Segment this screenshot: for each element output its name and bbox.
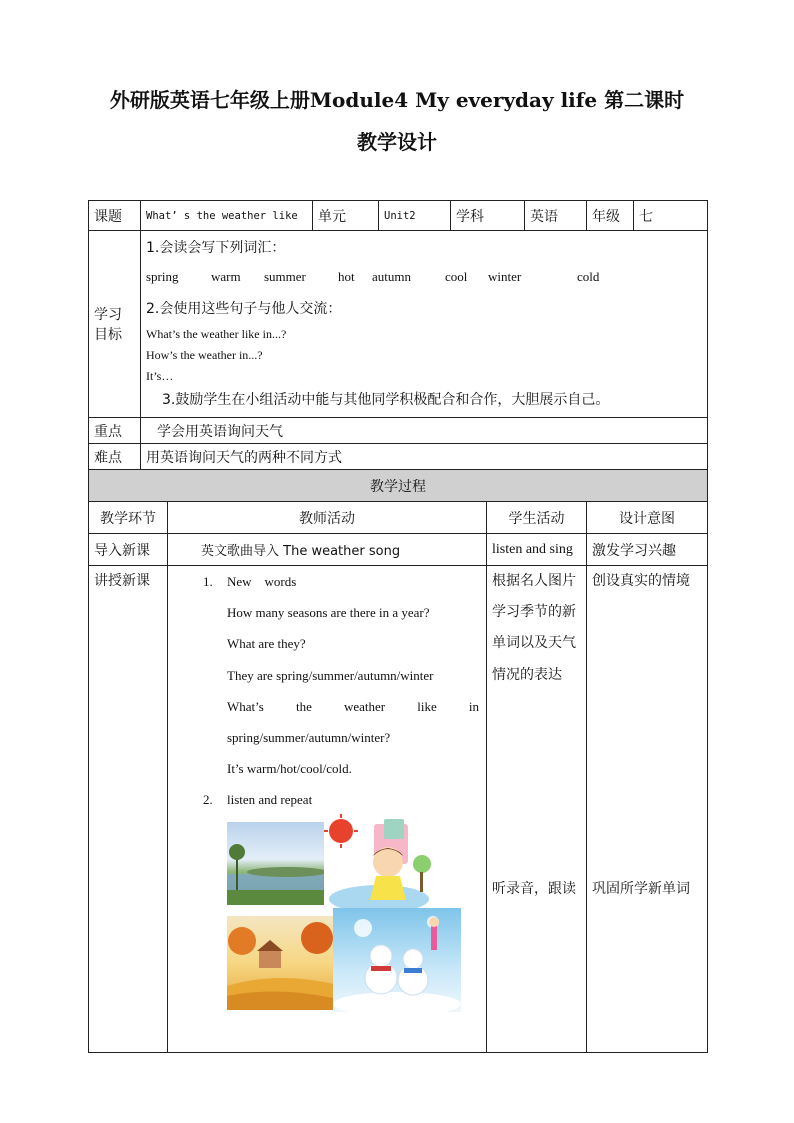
vocab-word: hot bbox=[338, 269, 355, 284]
unit-label: 单元 bbox=[313, 201, 379, 231]
item-2: 2. listen and repeat bbox=[203, 792, 313, 808]
purpose-2: 巩固所学新单词 bbox=[592, 881, 690, 897]
teach-question: What’s the weather like in bbox=[227, 698, 479, 714]
vocab-word: warm bbox=[211, 269, 241, 284]
grade-label: 年级 bbox=[587, 201, 634, 231]
teach-purpose bbox=[587, 566, 708, 1053]
vocab-word: cool bbox=[445, 269, 468, 284]
teaching-row bbox=[89, 566, 708, 1053]
teach-line: What are they? bbox=[227, 636, 306, 652]
sentence-2: How’s the weather in...? bbox=[146, 348, 263, 362]
goals-label: 学习 目标 bbox=[89, 231, 141, 418]
spring-image bbox=[227, 822, 324, 905]
vocab-word: spring bbox=[146, 269, 179, 284]
vocab-word: autumn bbox=[372, 269, 411, 284]
autumn-image bbox=[227, 916, 333, 1010]
intro-student: listen and sing bbox=[487, 534, 587, 566]
key-point-row bbox=[89, 418, 708, 444]
summer-image bbox=[324, 814, 436, 914]
winter-image bbox=[333, 908, 461, 1012]
sentence-3: It’s… bbox=[146, 369, 174, 383]
teach-stage: 讲授新课 bbox=[89, 566, 168, 1053]
subject-value: 英语 bbox=[525, 201, 587, 231]
teach-question-cont: spring/summer/autumn/winter? bbox=[227, 729, 391, 745]
intro-row bbox=[89, 534, 708, 566]
student-activity-2: 听录音，跟读 bbox=[492, 881, 576, 897]
topic-label: 课题 bbox=[89, 201, 141, 231]
item-1: 1. New words bbox=[203, 574, 297, 589]
goal-3: 3.鼓励学生在小组活动中能与其他同学积极配合和合作，大胆展示自己。 bbox=[162, 392, 610, 408]
vocabulary-list bbox=[146, 267, 702, 298]
lesson-plan-table bbox=[88, 200, 708, 1053]
goal-2: 2.会使用这些句子与他人交流： bbox=[146, 301, 342, 317]
intro-stage: 导入新课 bbox=[89, 534, 168, 566]
intro-teacher: 英文歌曲导入 The weather song bbox=[168, 534, 487, 566]
season-pictures bbox=[227, 822, 481, 1022]
vocab-word: summer bbox=[264, 269, 306, 284]
vocab-word: winter bbox=[488, 269, 522, 284]
process-banner: 教学过程 bbox=[89, 470, 708, 502]
subject-label: 学科 bbox=[451, 201, 525, 231]
purpose-1: 创设真实的情境 bbox=[592, 573, 690, 589]
goals-row bbox=[89, 231, 708, 418]
teach-line: They are spring/summer/autumn/winter bbox=[227, 667, 434, 683]
info-row bbox=[89, 201, 708, 231]
teach-answer: It’s warm/hot/cool/cold. bbox=[227, 761, 352, 777]
grade-value: 七 bbox=[634, 201, 708, 231]
document-title: 外研版英语七年级上册Module4 My everyday life 第二课时 bbox=[109, 88, 685, 112]
header-purpose: 设计意图 bbox=[587, 502, 708, 534]
key-point-label: 重点 bbox=[89, 418, 141, 444]
difficulty-label: 难点 bbox=[89, 444, 141, 470]
process-header-row bbox=[89, 502, 708, 534]
vocab-word: cold bbox=[577, 269, 600, 284]
difficulty-value: 用英语询问天气的两种不同方式 bbox=[141, 444, 708, 470]
intro-purpose: 激发学习兴趣 bbox=[587, 534, 708, 566]
teach-teacher bbox=[168, 566, 487, 1053]
document-subtitle: 教学设计 bbox=[357, 130, 437, 154]
teach-student bbox=[487, 566, 587, 1053]
key-point-value: 学会用英语询问天气 bbox=[141, 418, 708, 444]
unit-value: Unit2 bbox=[379, 201, 451, 231]
student-activity-1: 根据名人图片 学习季节的新 单词以及天气 情况的表达 bbox=[492, 573, 576, 683]
header-teacher: 教师活动 bbox=[168, 502, 487, 534]
sentence-1: What’s the weather like in...? bbox=[146, 327, 287, 341]
header-student: 学生活动 bbox=[487, 502, 587, 534]
teach-line: How many seasons are there in a year? bbox=[227, 605, 430, 621]
goals-content bbox=[141, 231, 708, 418]
process-banner-row bbox=[89, 470, 708, 502]
topic-value: What’ s the weather like bbox=[141, 201, 313, 231]
header-stage: 教学环节 bbox=[89, 502, 168, 534]
difficulty-row bbox=[89, 444, 708, 470]
goal-1: 1.会读会写下列词汇： bbox=[146, 240, 286, 256]
